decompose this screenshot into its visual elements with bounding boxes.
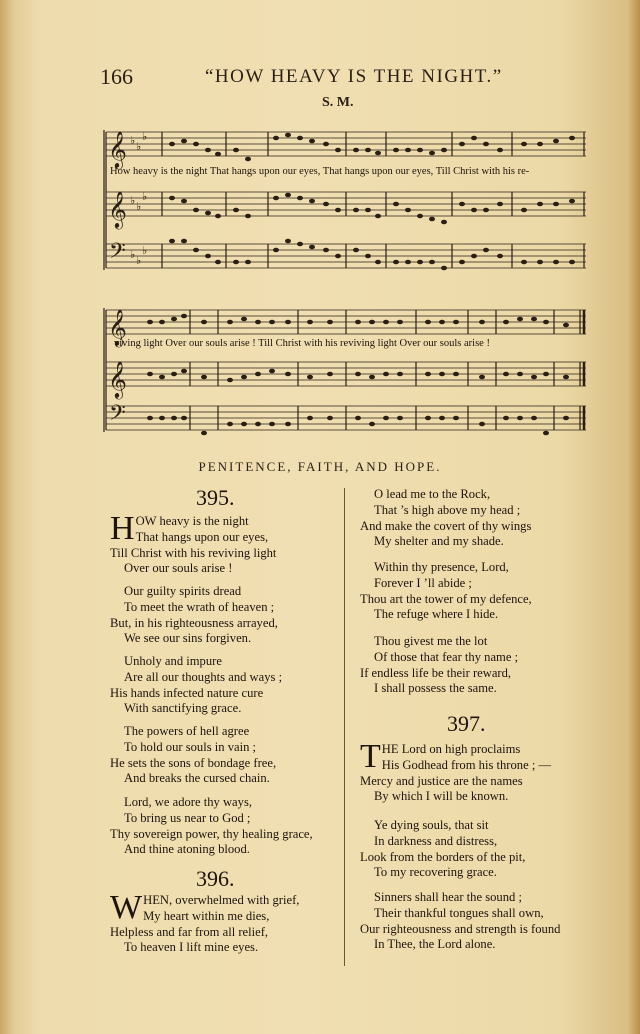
svg-text:♭: ♭ <box>142 130 148 143</box>
hymn-397-stanza-3: Sinners shall hear the sound ; Their thankful tongues shall own, Our righteousness and strength is found In Thee, the Lord alone. <box>360 890 561 952</box>
music-system-2 <box>100 302 590 442</box>
hymn-396-stanza-2: O lead me to the Rock, That ’s high above my head ; And make the covert of thy wings My shelter and my shade. <box>360 487 532 549</box>
svg-text:𝄞: 𝄞 <box>108 130 127 168</box>
hymn-396-stanza-4: Thou givest me the lot Of those that fear thy name ; If endless life be their reward, I shall possess the same. <box>360 634 519 696</box>
lyric-line-2: viving light Over our souls arise ! Till Christ with his reviving light Over our souls arise ! <box>114 338 490 349</box>
hymn-number-395: 395. <box>196 485 235 510</box>
svg-text:𝄢: 𝄢 <box>109 401 126 431</box>
drop-cap: H <box>110 510 135 547</box>
drop-cap: T <box>360 738 381 775</box>
svg-text:𝄞: 𝄞 <box>108 190 127 228</box>
svg-text:𝄢: 𝄢 <box>109 239 126 269</box>
svg-text:♭: ♭ <box>130 248 136 261</box>
hymn-397-stanza-1: T HE Lord on high proclaims His Godhead from his throne ; — Mercy and justice are the names By which I will be known. <box>360 738 552 804</box>
svg-text:♭: ♭ <box>130 134 136 147</box>
svg-text:♭: ♭ <box>130 194 136 207</box>
svg-text:♭: ♭ <box>136 140 142 153</box>
column-divider <box>344 488 345 966</box>
meter-label: S. M. <box>322 95 354 110</box>
section-title: PENITENCE, FAITH, AND HOPE. <box>198 459 442 474</box>
hymn-396-stanza-3: Within thy presence, Lord, Forever I ’ll abide ; Thou art the tower of my defence, The refuge where I hide. <box>360 560 532 622</box>
svg-text:𝄞: 𝄞 <box>108 308 127 346</box>
svg-text:♭: ♭ <box>142 244 148 257</box>
page-number: 166 <box>100 64 133 89</box>
svg-text:♭: ♭ <box>136 254 142 267</box>
music-system-1 <box>100 124 590 277</box>
hymn-number-397: 397. <box>447 711 486 736</box>
running-head: “HOW HEAVY IS THE NIGHT.” <box>205 66 503 87</box>
svg-text:♭: ♭ <box>142 190 148 203</box>
hymn-395-stanza-1: H OW heavy is the night That hangs upon our eyes, Till Christ with his reviving light Over our souls arise ! <box>110 510 277 576</box>
drop-cap: W <box>110 889 143 926</box>
svg-text:♭: ♭ <box>136 200 142 213</box>
hymn-number-396: 396. <box>196 866 235 891</box>
hymn-395-stanza-2: Our guilty spirits dread To meet the wrath of heaven ; But, in his righteousness arrayed, We see our sins forgiven. <box>110 584 278 646</box>
hymn-397-stanza-2: Ye dying souls, that sit In darkness and distress, Look from the borders of the pit, To my recovering grace. <box>360 818 526 880</box>
svg-text:𝄞: 𝄞 <box>108 360 127 398</box>
hymn-396-stanza-1: W HEN, overwhelmed with grief, My heart within me dies, Helpless and far from all relief, To heaven I lift mine eyes. <box>110 889 300 955</box>
music-score-2 <box>100 302 590 442</box>
hymn-395-stanza-4: The powers of hell agree To hold our souls in vain ; He sets the sons of bondage free, And breaks the cursed chain. <box>110 724 277 786</box>
hymn-395-stanza-3: Unholy and impure Are all our thoughts and ways ; His hands infected nature cure With sanctifying grace. <box>110 654 283 716</box>
music-score-1 <box>100 124 590 277</box>
lyric-line-1: How heavy is the night That hangs upon our eyes, That hangs upon our eyes, Till Christ with his re- <box>110 166 530 177</box>
hymn-395-stanza-5: Lord, we adore thy ways, To bring us near to God ; Thy sovereign power, thy healing grace, And thine atoning blood. <box>110 795 313 857</box>
